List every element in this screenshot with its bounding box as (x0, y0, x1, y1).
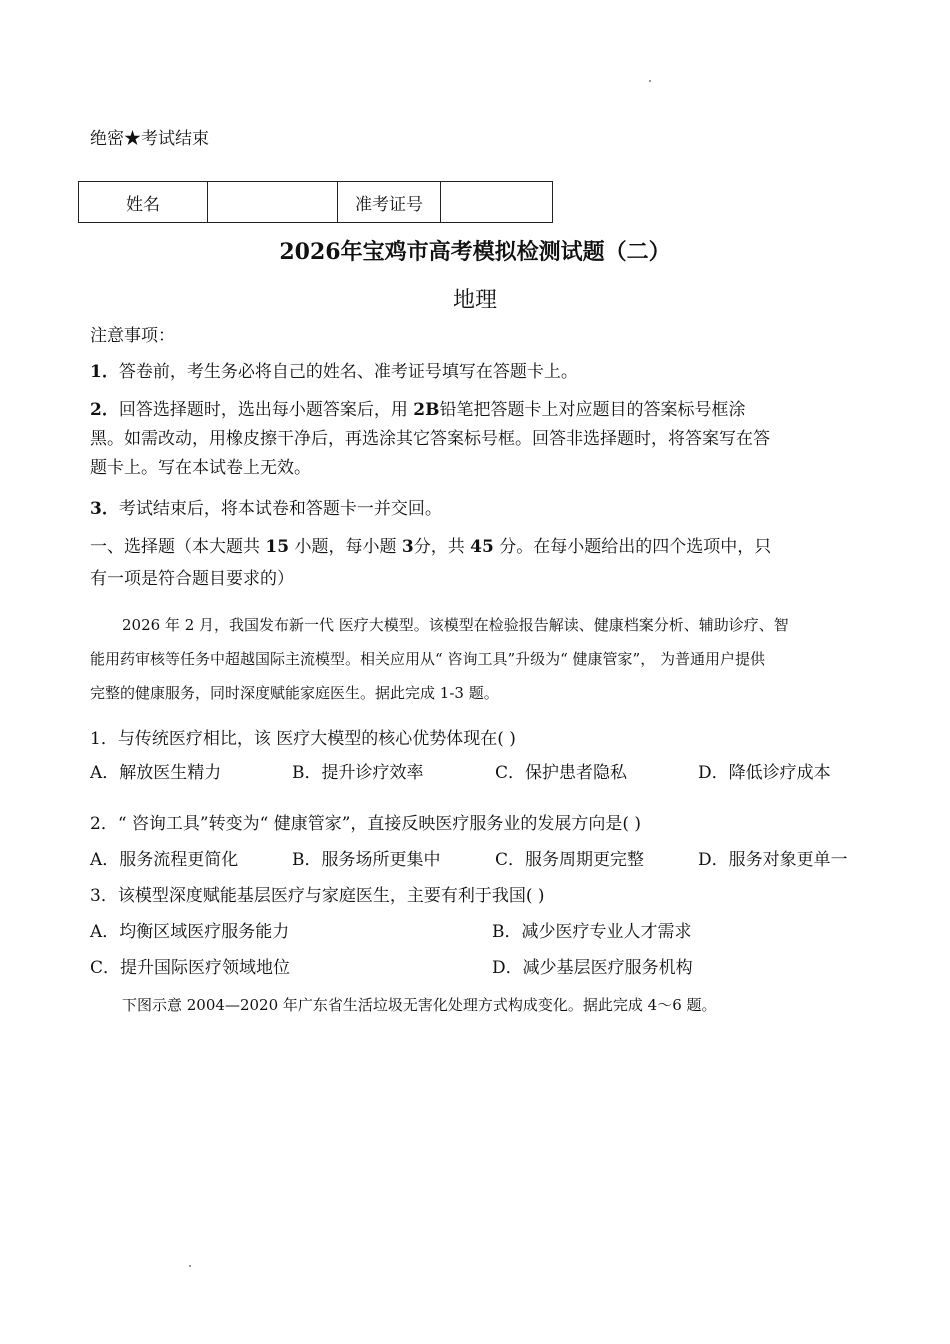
section-points-total: 45 (470, 537, 494, 557)
notice-heading: 注意事项： (90, 326, 175, 346)
subject-title: 地理 (452, 288, 497, 313)
notice-item-1-number: 1． (90, 362, 119, 382)
exam-title-text: 年宝鸡市高考模拟检测试题（二） (340, 239, 671, 265)
notice-item-3-number: 3． (90, 499, 119, 519)
notice-item-2-text-b: 铅笔把答题卡上对应题目的答案标号框涂 (439, 400, 746, 420)
notice-item-2-line-3: 题卡上。写在本试卷上无效。 (90, 458, 311, 478)
name-label: 姓名 (79, 182, 208, 223)
exam-title-year: 2026 (279, 239, 341, 265)
section-question-count: 15 (265, 537, 290, 557)
question-2-option-b: B．服务场所更集中 (292, 850, 441, 870)
section-heading-line-2: 有一项是符合题目要求的） (90, 569, 294, 589)
question-1-option-c: C．保护患者隐私 (495, 763, 628, 783)
question-2-option-a: A．服务流程更简化 (90, 850, 239, 870)
notice-item-2-pencil: 2B (413, 400, 440, 420)
passage-1-line-3: 完整的健康服务，同时深度赋能家庭医生。据此完成 1-3 题。 (90, 684, 499, 702)
exam-id-field[interactable] (441, 182, 553, 223)
name-field[interactable] (208, 182, 338, 223)
section-heading-d: 分。在每小题给出的四个选项中，只 (499, 537, 772, 557)
section-heading-b: 小题，每小题 (294, 537, 397, 557)
passage-2: 下图示意 2004—2020 年广东省生活垃圾无害化处理方式构成变化。据此完成 4～6 题。 (122, 996, 717, 1014)
question-2-stem: 2．“ 咨询工具”转变为“ 健康管家”，直接反映医疗服务业的发展方向是( ) (90, 814, 642, 834)
question-3-option-c: C．提升国际医疗领域地位 (90, 958, 291, 978)
scan-speck (649, 80, 651, 82)
notice-item-2-line-2: 黑。如需改动，用橡皮擦干净后，再选涂其它答案标号框。回答非选择题时，将答案写在答 (90, 429, 770, 449)
exam-title (0, 235, 950, 266)
question-3-option-b: B．减少医疗专业人才需求 (492, 922, 692, 942)
passage-1-line-1: 2026 年 2 月，我国发布新一代 医疗大模型。该模型在检验报告解读、健康档案分析、辅助诊疗、智 (122, 616, 789, 634)
question-3-option-d: D．减少基层医疗服务机构 (492, 958, 693, 978)
question-2-option-c: C．服务周期更完整 (495, 850, 645, 870)
passage-1-line-2: 能用药审核等任务中超越国际主流模型。相关应用从“ 咨询工具”升级为“ 健康管家”， 为普通用户提供 (90, 650, 765, 668)
notice-item-2 (90, 395, 745, 425)
scan-speck (189, 1265, 191, 1267)
section-heading (90, 532, 771, 562)
question-1-option-b: B．提升诊疗效率 (292, 763, 424, 783)
question-3-option-a: A．均衡区域医疗服务能力 (90, 922, 290, 942)
exam-id-label: 准考证号 (338, 182, 441, 223)
question-3-stem: 3．该模型深度赋能基层医疗与家庭医生，主要有利于我国( ) (90, 886, 545, 906)
confidential-label: 绝密★考试结束 (90, 129, 209, 149)
question-2-option-d: D．服务对象更单一 (698, 850, 848, 870)
question-1-stem: 1．与传统医疗相比，该 医疗大模型的核心优势体现在( ) (90, 729, 516, 749)
notice-item-1-text: 答卷前，考生务必将自己的姓名、准考证号填写在答题卡上。 (118, 362, 578, 382)
notice-item-3-text: 考试结束后，将本试卷和答题卡一并交回。 (118, 499, 442, 519)
notice-item-2-text-a: 回答选择题时，选出每小题答案后，用 (118, 400, 408, 420)
notice-item-3 (90, 494, 442, 524)
section-points-each: 3 (401, 537, 414, 557)
notice-item-2-number: 2． (90, 400, 119, 420)
section-heading-c: 分，共 (413, 537, 465, 557)
question-1-option-d: D．降低诊疗成本 (698, 763, 831, 783)
notice-item-1 (90, 357, 578, 387)
section-heading-a: 一、选择题（本大题共 (90, 537, 260, 557)
question-1-option-a: A．解放医生精力 (90, 763, 222, 783)
candidate-info-table (78, 181, 553, 223)
